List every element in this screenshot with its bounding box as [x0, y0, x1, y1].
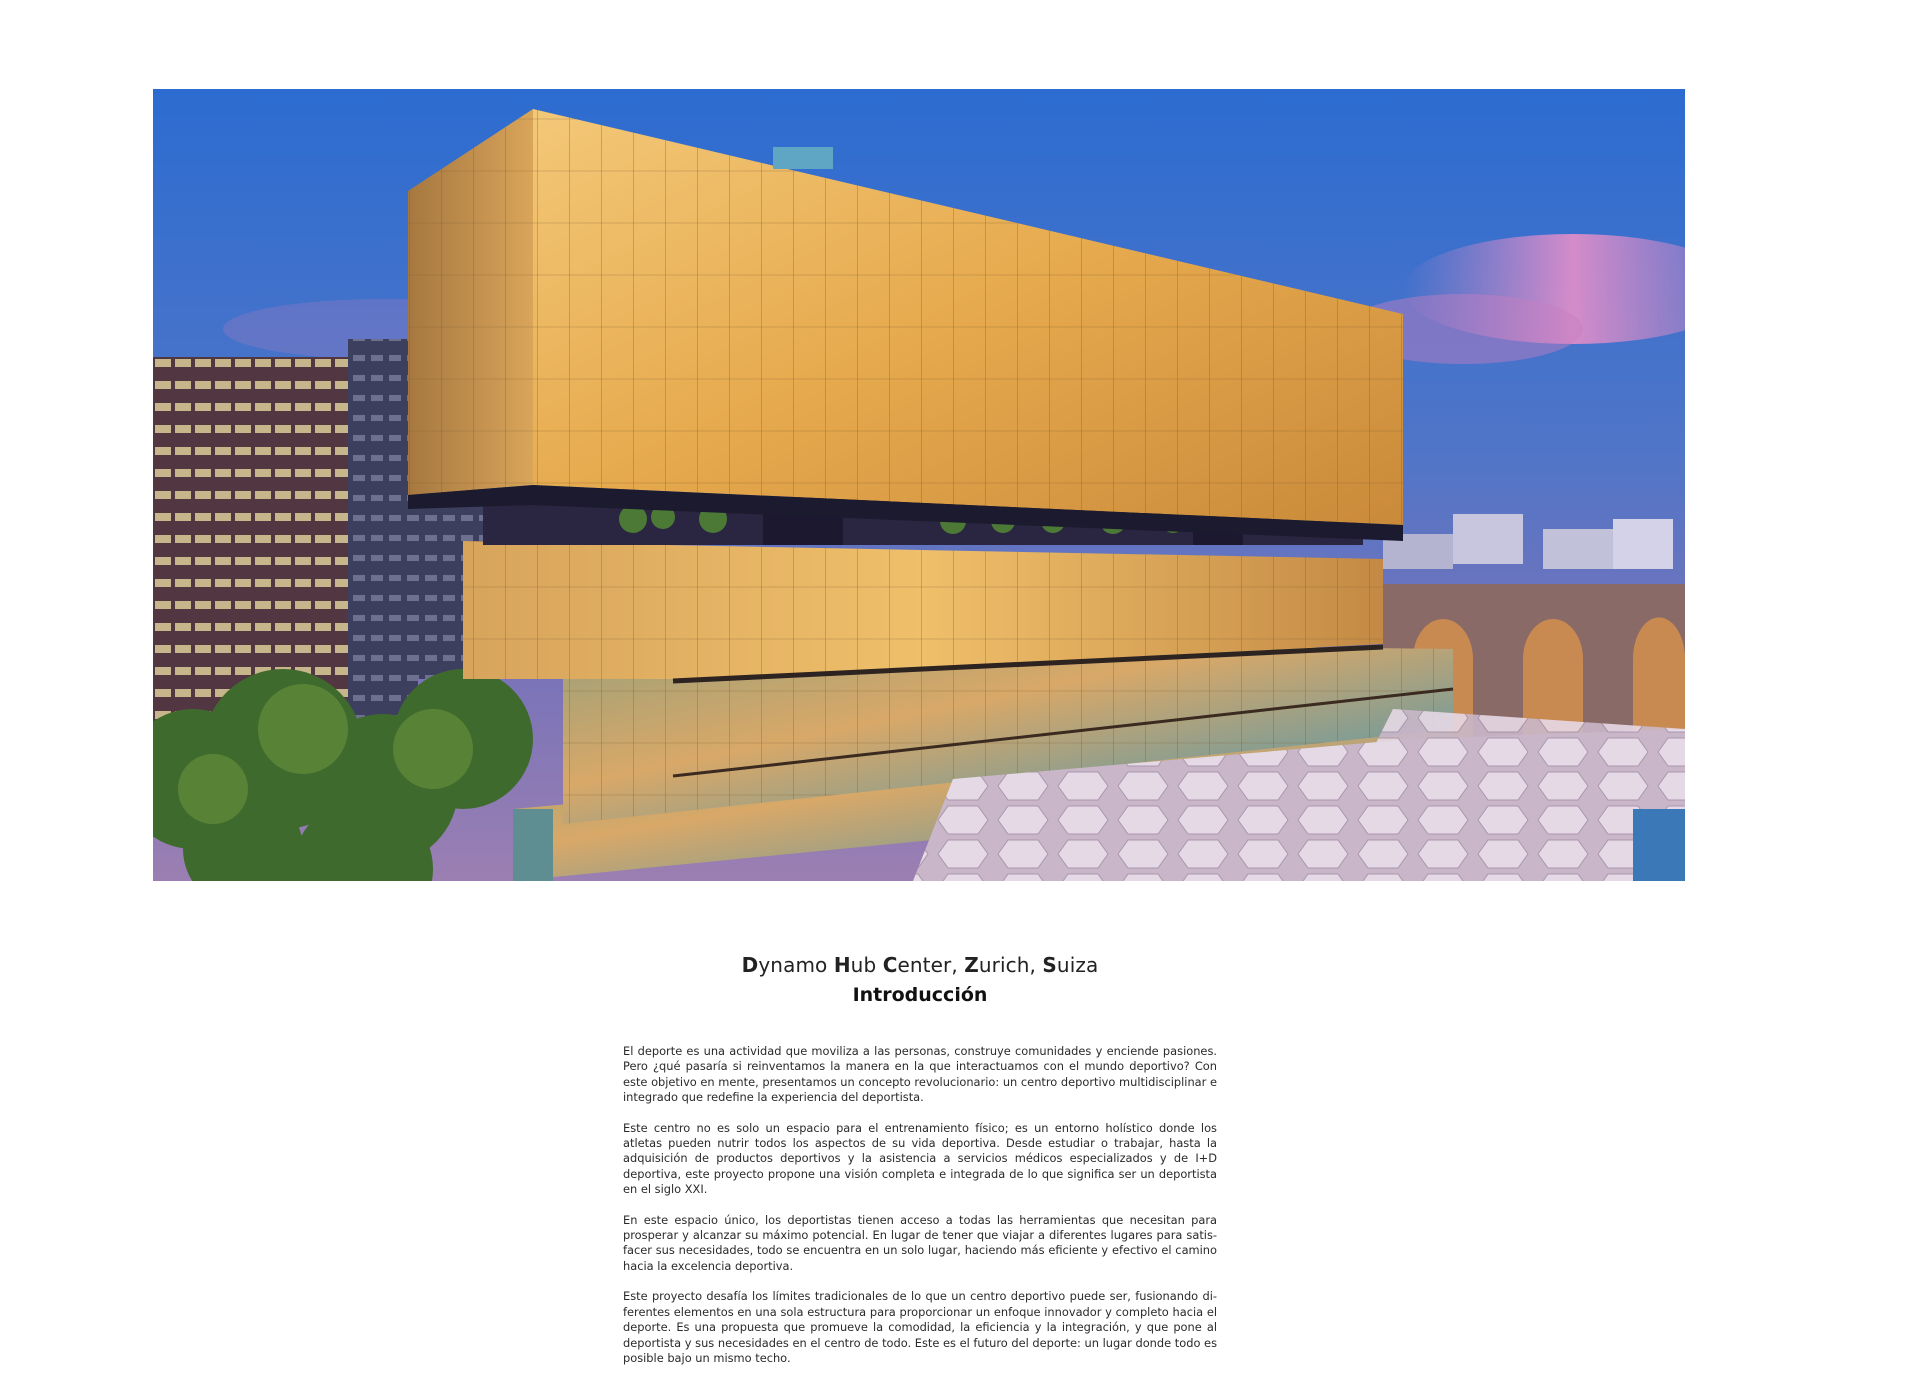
- intro-text: [623, 1044, 1217, 1381]
- paragraph: El deporte es una actividad que moviliza a las personas, construye comunidades y enciende pasiones. Pero ¿qué pasaría si reinventamos la manera en la que interactuamos con el mundo deportivo? Con este objetivo en mente, presentamos un concepto revolucionario: un centro deportivo multidisciplinar e integrado que redefine la experiencia del deportista.: [623, 1044, 1217, 1105]
- hero-illustration: [153, 89, 1685, 881]
- paragraph: Este proyecto desafía los límites tradicionales de lo que un centro deportivo puede ser, fusionando di-ferentes elementos en una sola estructura para proporcionar un enfoque innovador y completo hacia el deporte. Es una propuesta que promueve la comodidad, la eficiencia y la integración, y que pone al deportista y sus necesidades en el centro de todo. Este es el futuro del deporte: un lugar donde todo es posible bajo un mismo techo.: [623, 1289, 1217, 1365]
- paragraph: En este espacio único, los deportistas tienen acceso a todas las herramientas que necesitan para prosperar y alcanzar su máximo potencial. En lugar de tener que viajar a diferentes lugares para satis-facer sus necesidades, todo se encuentra en un solo lugar, haciendo más eficiente y efectivo el camino hacia la excelencia deportiva.: [623, 1212, 1217, 1273]
- page-title: Dynamo Hub Center, Zurich, Suiza: [741, 953, 1099, 977]
- paragraph: Este centro no es solo un espacio para el entrenamiento físico; es un entorno holístico donde los atletas pueden nutrir todos los aspectos de su vida deportiva. Desde estudiar o trabajar, hasta la adquisición de productos deportivos y la asistencia a servicios médicos especializados y de I+D deportiva, este proyecto propone una visión completa e integrada de lo que significa ser un deportista en el siglo XXI.: [623, 1120, 1217, 1197]
- building-rendering-image: [153, 89, 1685, 881]
- title-block: [560, 950, 1280, 1010]
- section-heading: Introducción: [852, 984, 988, 1006]
